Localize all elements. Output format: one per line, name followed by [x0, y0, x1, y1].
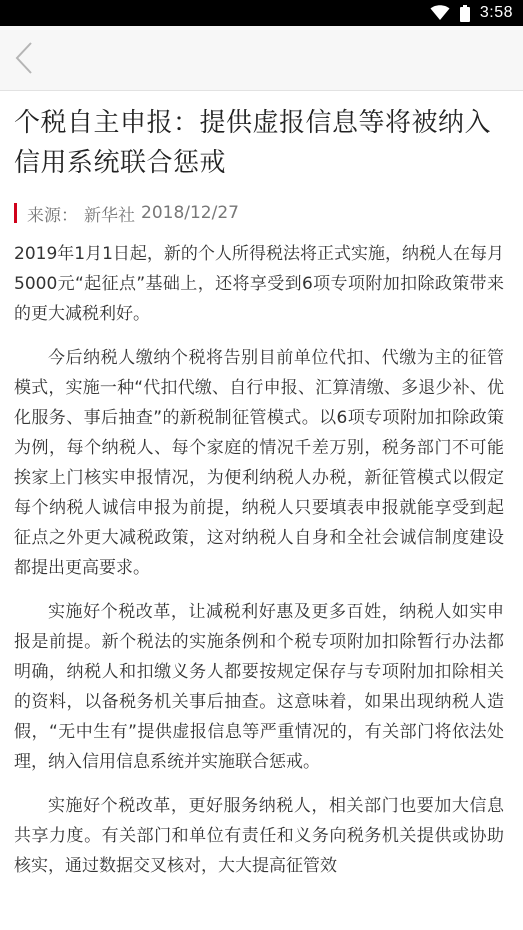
- article-paragraph: 实施好个税改革，更好服务纳税人，相关部门也要加大信息共享力度。有关部门和单位有责任和义务向税务机关提供或协助核实，通过数据交叉核对，大大提高征管效: [14, 796, 504, 876]
- article-content: [14, 91, 504, 881]
- article-paragraph: 2019年1月1日起，新的个人所得税法将正式实施，纳税人在每月5000元“起征点”基础上，还将享受到6项专项附加扣除政策带来的更大减税利好。: [14, 244, 504, 324]
- meta-accent-bar: [14, 203, 17, 223]
- back-button[interactable]: [6, 38, 42, 78]
- article-paragraph: 实施好个税改革，让减税利好惠及更多百姓，纳税人如实申报是前提。新个税法的实施条例和个税专项附加扣除暂行办法都明确，纳税人和扣缴义务人都要按规定保存与专项附加扣除相关的资料，以备税务机关事后抽查。这意味着，如果出现纳税人造假，“无中生有”提供虚报信息等严重情况的，有关部门将依法处理，纳入信用信息系统并实施联合惩戒。: [14, 602, 504, 772]
- navigation-bar: [0, 26, 523, 91]
- chevron-left-icon: [14, 41, 34, 75]
- status-bar: [0, 0, 523, 26]
- wifi-icon: [430, 5, 450, 21]
- publish-date: 2018/12/27: [141, 203, 239, 223]
- article-meta: [14, 201, 504, 225]
- article-title: 个税自主申报：提供虚报信息等将被纳入信用系统联合惩戒: [14, 108, 492, 178]
- article-paragraph: 今后纳税人缴纳个税将告别目前单位代扣、代缴为主的征管模式，实施一种“代扣代缴、自行申报、汇算清缴、多退少补、优化服务、事后抽查”的新税制征管模式。以6项专项附加扣除政策为例，每个纳税人、每个家庭的情况千差万别，税务部门不可能挨家上门核实申报情况，为便利纳税人办税，新征管模式以假定每个纳税人诚信申报为前提，纳税人只要填表申报就能享受到起征点之外更大减税政策，这对纳税人自身和全社会诚信制度建设都提出更高要求。: [14, 348, 504, 578]
- status-time: 3:58: [479, 4, 513, 21]
- battery-icon: [460, 5, 470, 22]
- source-name: 新华社: [84, 205, 135, 226]
- source-label: 来源：: [27, 205, 78, 226]
- status-icons: [430, 0, 513, 26]
